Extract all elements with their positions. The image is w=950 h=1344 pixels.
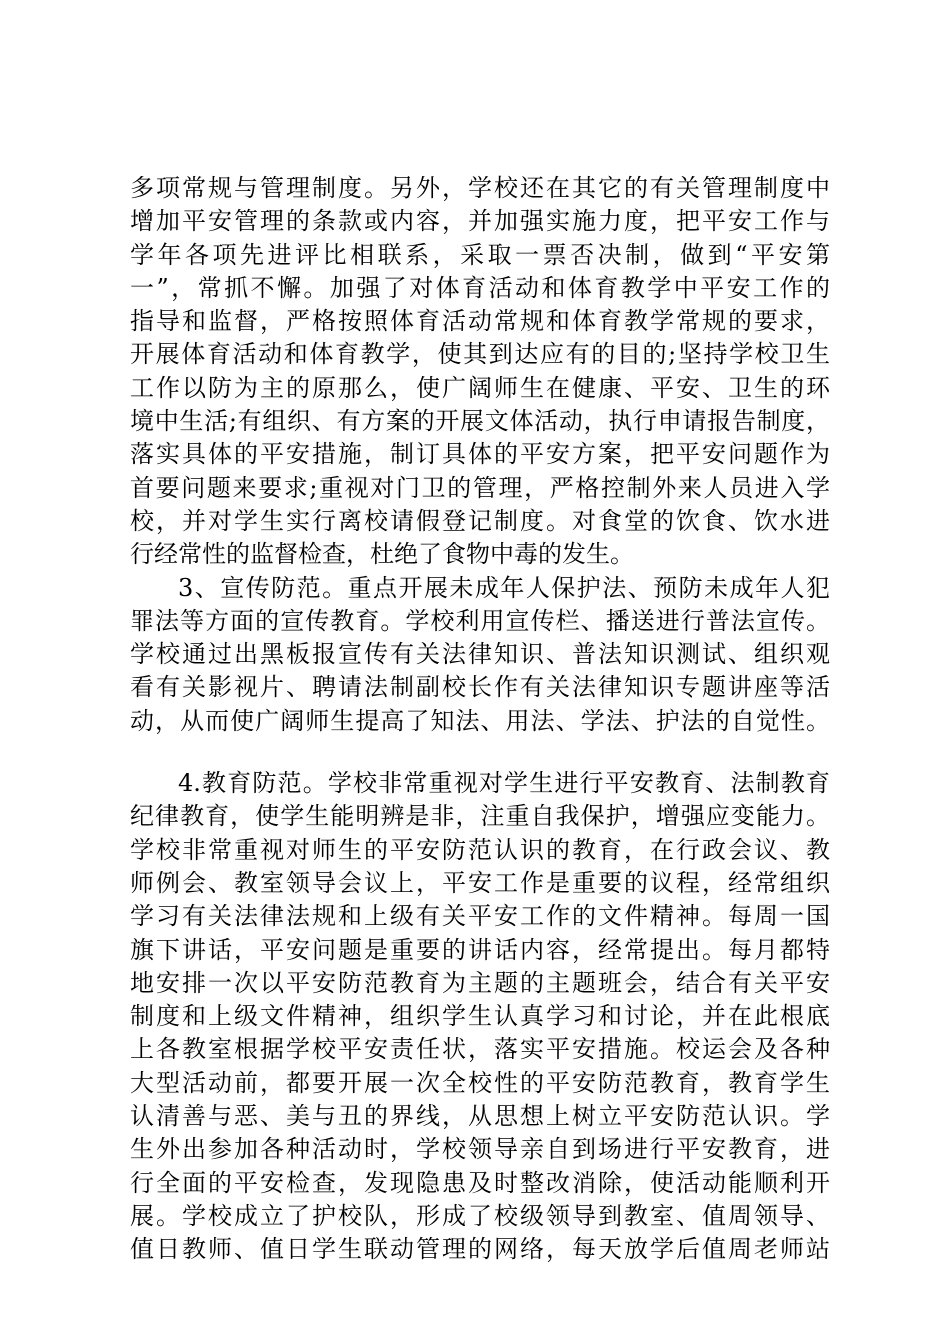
text-line: 生外出参加各种活动时，学校领导亲自到场进行平安教育，进 — [130, 1135, 830, 1164]
text-line: 值日教师、值日学生联动管理的网络，每天放学后值周老师站 — [130, 1235, 830, 1264]
text-line: 旗下讲话，平安问题是重要的讲话内容，经常提出。每月都特 — [130, 935, 830, 964]
text-line: 境中生活;有组织、有方案的开展文体活动，执行申请报告制度， — [130, 407, 830, 436]
document-page — [130, 172, 830, 1267]
text-line: 首要问题来要求;重视对门卫的管理，严格控制外来人员进入学 — [130, 473, 830, 502]
text-line: 学校非常重视对师生的平安防范认识的教育，在行政会议、教 — [130, 835, 830, 864]
text-line: 增加平安管理的条款或内容，并加强实施力度，把平安工作与 — [130, 207, 830, 236]
text-line: 师例会、教室领导会议上，平安工作是重要的议程，经常组织 — [130, 868, 830, 897]
text-line: 展。学校成立了护校队，形成了校级领导到教室、值周领导、 — [130, 1201, 830, 1230]
text-line: 学年各项先进评比相联系，采取一票否决制，做到“平安第 — [130, 240, 830, 269]
text-line: 上各教室根据学校平安责任状，落实平安措施。校运会及各种 — [130, 1035, 830, 1064]
text-line: 校，并对学生实行离校请假登记制度。对食堂的饮食、饮水进 — [130, 506, 830, 535]
text-line: 学习有关法律法规和上级有关平安工作的文件精神。每周一国 — [130, 902, 830, 931]
text-line: 认清善与恶、美与丑的界线，从思想上树立平安防范认识。学 — [130, 1102, 830, 1131]
text-line: 看有关影视片、聘请法制副校长作有关法律知识专题讲座等活 — [130, 673, 830, 702]
text-line: 落实具体的平安措施，制订具体的平安方案，把平安问题作为 — [130, 440, 830, 469]
paragraph-education-prevention — [130, 767, 830, 1266]
text-line: 工作以防为主的原那么，使广阔师生在健康、平安、卫生的环 — [130, 373, 830, 402]
text-line: 4.教育防范。学校非常重视对学生进行平安教育、法制教育 — [178, 769, 830, 798]
text-line: 行经常性的监督检查，杜绝了食物中毒的发生。 — [130, 540, 634, 569]
text-line: 制度和上级文件精神，组织学生认真学习和讨论，并在此根底 — [130, 1002, 830, 1031]
text-line: 地安排一次以平安防范教育为主题的主题班会，结合有关平安 — [130, 968, 830, 997]
text-line: 3、宣传防范。重点开展未成年人保护法、预防未成年人犯 — [178, 573, 830, 602]
paragraph-safety-management — [130, 172, 830, 572]
text-line: 开展体育活动和体育教学，使其到达应有的目的;坚持学校卫生 — [130, 340, 830, 369]
paragraph-publicity-prevention — [130, 572, 830, 738]
text-line: 多项常规与管理制度。另外，学校还在其它的有关管理制度中 — [130, 174, 830, 202]
text-line: 罪法等方面的宣传教育。学校利用宣传栏、播送进行普法宣传。 — [130, 606, 830, 635]
text-line: 指导和监督，严格按照体育活动常规和体育教学常规的要求， — [130, 307, 830, 336]
text-line: 行全面的平安检查，发现隐患及时整改消除，使活动能顺利开 — [130, 1168, 830, 1197]
paragraph-gap — [130, 738, 830, 767]
text-line: 大型活动前，都要开展一次全校性的平安防范教育，教育学生 — [130, 1068, 830, 1097]
text-line: 纪律教育，使学生能明辨是非，注重自我保护，增强应变能力。 — [130, 802, 830, 831]
text-line: 学校通过出黑板报宣传有关法律知识、普法知识测试、组织观 — [130, 640, 830, 669]
text-line: 一”，常抓不懈。加强了对体育活动和体育教学中平安工作的 — [130, 273, 830, 302]
text-line: 动，从而使广阔师生提高了知法、用法、学法、护法的自觉性。 — [130, 706, 830, 735]
